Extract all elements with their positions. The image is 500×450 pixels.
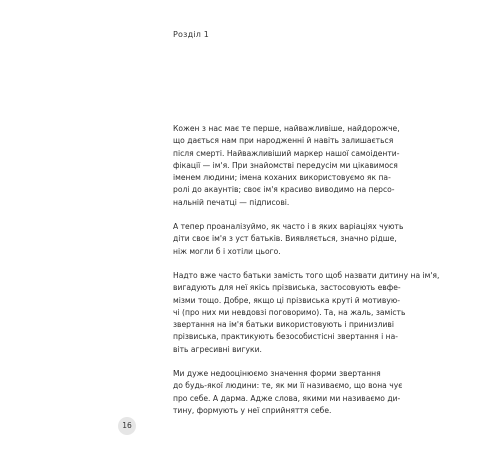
text-line: віть агресивні вигуки.: [173, 344, 262, 354]
text-line: тину, формують у неї сприйняття себе.: [173, 405, 332, 415]
text-line: Ми дуже недооцінюємо значення форми звертання: [173, 369, 381, 379]
text-line: до будь-якої людини: те, як ми її називаємо, що вона чує: [173, 381, 403, 391]
text-line: вигадують для неї якісь прізвиська, застосовують евфе-: [173, 283, 401, 293]
paragraph-3: [173, 270, 440, 356]
paragraph-1: [173, 123, 400, 209]
paragraph-2: [173, 221, 404, 258]
text-line: А тепер проаналізуймо, як часто і в яких варіаціях чують: [173, 222, 404, 232]
text-line: діти своє ім'я з уст батьків. Виявляється, значно рідше,: [173, 234, 397, 244]
text-line: ніж могли б і хотіли цього.: [173, 246, 281, 256]
text-line: іменем людини; імена коханих використовуємо як па-: [173, 173, 391, 183]
body-text: [173, 123, 440, 429]
chapter-label: Розділ 1: [173, 30, 210, 39]
text-line: чі (про них ми невдовзі поговоримо). Та, на жаль, замість: [173, 307, 406, 317]
text-line: Кожен з нас має те перше, найважливіше, найдорожче,: [173, 124, 400, 133]
text-line: нальній печатці — підписові.: [173, 197, 290, 207]
page-number-badge: 16: [118, 417, 136, 435]
text-line: про себе. А дарма. Адже слова, якими ми називаємо ди-: [173, 393, 401, 403]
text-line: Надто вже часто батьки замість того щоб назвати дитину на ім'я,: [173, 270, 440, 280]
text-line: звертання на ім'я батьки використовують і принизливі: [173, 320, 394, 330]
text-line: після смерті. Найважливіший маркер нашої самоіденти-: [173, 148, 400, 158]
text-line: мізми тощо. Добре, якщо ці прізвиська круті й мотивую-: [173, 295, 400, 305]
text-line: прізвиська, практикують безособистісні звертання і на-: [173, 332, 398, 342]
text-line: що дається нам при народженні й навіть залишається: [173, 136, 394, 146]
text-line: ролі до акаунтів; своє ім'я красиво виводимо на персо-: [173, 185, 395, 195]
text-line: фікації — ім'я. При знайомстві передусім ми цікавимося: [173, 160, 398, 170]
paragraph-4: [173, 368, 403, 417]
